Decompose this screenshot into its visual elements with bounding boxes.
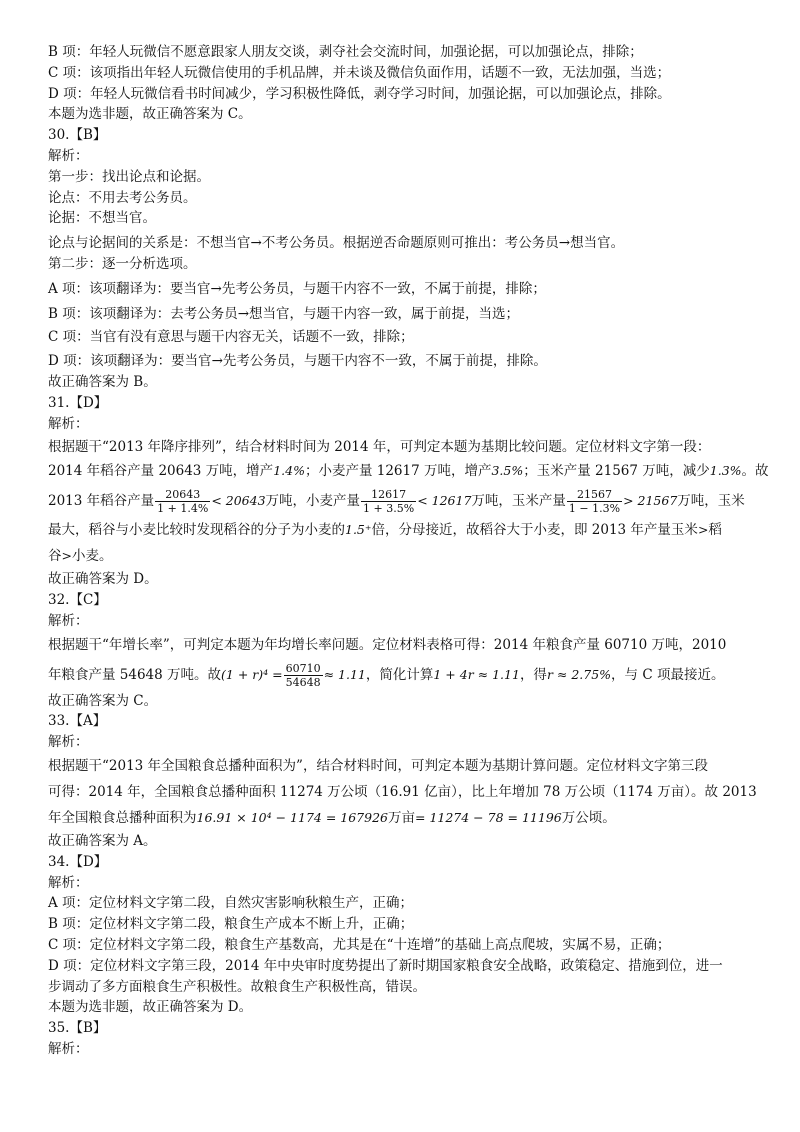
document-page xyxy=(48,42,769,1060)
analysis-label: 解析： xyxy=(48,734,89,751)
math-fraction: $\frac{12617}{1 + 3.5\%}$ xyxy=(363,488,415,516)
text-line: A 项：该项翻译为：要当官→先考公务员，与题干内容不一致，不属于前提，排除； xyxy=(48,280,546,297)
q31-line-2: 2014 年稻谷产量 20643 万吨，增产1.4%；小麦产量 12617 万吨，增产3.5%；玉米产量 21567 万吨，减少1.3%。故 xyxy=(48,463,769,480)
text-line: C 项：该项指出年轻人玩微信使用的手机品牌，并未谈及微信负面作用，话题不一致，无法加强，当选； xyxy=(48,64,671,81)
text-line: 步调动了多方面粮食生产积极性。故粮食生产积极性高，错误。 xyxy=(48,978,426,995)
text-line: B 项：年轻人玩微信不愿意跟家人朋友交谈，剥夺社会交流时间，加强论据，可以加强论点，排除； xyxy=(48,44,643,60)
answer-line: 故正确答案为 B。 xyxy=(48,373,157,390)
text-line: A 项：定位材料文字第二段，自然灾害影响秋粮生产，正确； xyxy=(48,895,414,912)
math-fraction: $\frac{20643}{1 + 1.4\%}$ xyxy=(157,488,209,516)
math-percent: 1.4% xyxy=(273,463,305,479)
q31-line-3: 2013 年稻谷产量 $\frac{20643}{1 + 1.4\%}$ < 20643万吨，小麦产量 $\frac{12617}{1 + 3.5\%}$ < 12617万吨，玉米产量 $\frac{21567}{1 - 1.3\%}$ > 21567万吨，玉米 xyxy=(48,488,745,516)
q31-line-5: 谷>小麦。 xyxy=(48,548,113,565)
q33-line-3: 年全国粮食总播种面积为16.91 × 10⁴ − 1174 = 167926万亩= 11274 − 78 = 11196万公顷。 xyxy=(48,809,616,826)
text-line: D 项：年轻人玩微信看书时间减少，学习积极性降低，剥夺学习时间，加强论据，可以加强论点，排除。 xyxy=(48,85,671,102)
analysis-label: 解析： xyxy=(48,1040,89,1057)
text-line: 第一步：找出论点和论据。 xyxy=(48,168,210,185)
text-line: C 项：当官有没有意思与题干内容无关，话题不一致，排除； xyxy=(48,329,414,346)
text-line: D 项：定位材料文字第三段，2014 年中央审时度势提出了新时期国家粮食安全战略，政策稳定、措施到位，进一 xyxy=(48,957,723,974)
math-percent: 3.5% xyxy=(491,463,524,479)
math-percent: 1.3% xyxy=(709,463,742,479)
question-number: 34.【D】 xyxy=(48,853,108,870)
question-number: 30.【B】 xyxy=(48,127,107,144)
math-fraction: $\frac{60710}{54648}$ xyxy=(285,661,321,689)
q31-line-4: 最大，稻谷与小麦比较时发现稻谷的分子为小麦的1.5⁺倍，分母接近，故稻谷大于小麦，即 2013 年产量玉米>稻 xyxy=(48,522,722,539)
answer-line: 本题为选非题，故正确答案为 C。 xyxy=(48,106,252,123)
text-line: 可得：2014 年，全国粮食总播种面积 11274 万公顷（16.91 亿亩），比上年增加 78 万公顷（1174 万亩）。故 2013 xyxy=(48,783,757,800)
text-line: 论据：不想当官。 xyxy=(48,210,156,227)
text-line: 根据题干“2013 年降序排列”，结合材料时间为 2014 年，可判定本题为基期比较问题。定位材料文字第一段： xyxy=(48,439,711,456)
question-number: 31.【D】 xyxy=(48,394,108,411)
answer-line: 故正确答案为 A。 xyxy=(48,832,157,849)
text-line: 第二步：逐一分析选项。 xyxy=(48,255,197,272)
math-fraction: $\frac{21567}{1 - 1.3\%}$ xyxy=(568,488,621,516)
text-line: 论点：不用去考公务员。 xyxy=(48,189,197,206)
analysis-label: 解析： xyxy=(48,147,89,164)
question-number: 33.【A】 xyxy=(48,713,107,730)
analysis-label: 解析： xyxy=(48,874,89,891)
analysis-label: 解析： xyxy=(48,415,89,432)
text-line: C 项：定位材料文字第二段，粮食生产基数高，尤其是在“十连增”的基础上高点爬坡，实属不易，正确； xyxy=(48,936,671,953)
q32-line-2: 年粮食产量 54648 万吨。故(1 + r)⁴ = $\frac{60710}{54648}$ ≈ 1.11，简化计算1 + 4r ≈ 1.11，得r ≈ 2.75%，与 C 项最接近。 xyxy=(48,661,725,689)
text-line: D 项：该项翻译为：要当官→先考公务员，与题干内容不一致，不属于前提，排除。 xyxy=(48,353,547,370)
text-line: B 项：该项翻译为：去考公务员→想当官，与题干内容一致，属于前提，当选； xyxy=(48,305,520,322)
text-line: B 项：定位材料文字第二段，粮食生产成本不断上升，正确； xyxy=(48,916,414,933)
text-line: 根据题干“2013 年全国粮食总播种面积为”，结合材料时间，可判定本题为基期计算问题。定位材料文字第三段 xyxy=(48,757,708,774)
answer-line: 故正确答案为 C。 xyxy=(48,692,158,709)
text-line: 论点与论据间的关系是：不想当官→不考公务员。根据逆否命题原则可推出：考公务员→想当官。 xyxy=(48,235,625,252)
question-number: 32.【C】 xyxy=(48,591,107,608)
answer-line: 本题为选非题，故正确答案为 D。 xyxy=(48,999,253,1016)
question-number: 35.【B】 xyxy=(48,1020,107,1037)
text-line: 根据题干“年增长率”，可判定本题为年均增长率问题。定位材料表格可得：2014 年粮食产量 60710 万吨，2010 xyxy=(48,636,727,653)
answer-line: 故正确答案为 D。 xyxy=(48,571,158,588)
analysis-label: 解析： xyxy=(48,612,89,629)
